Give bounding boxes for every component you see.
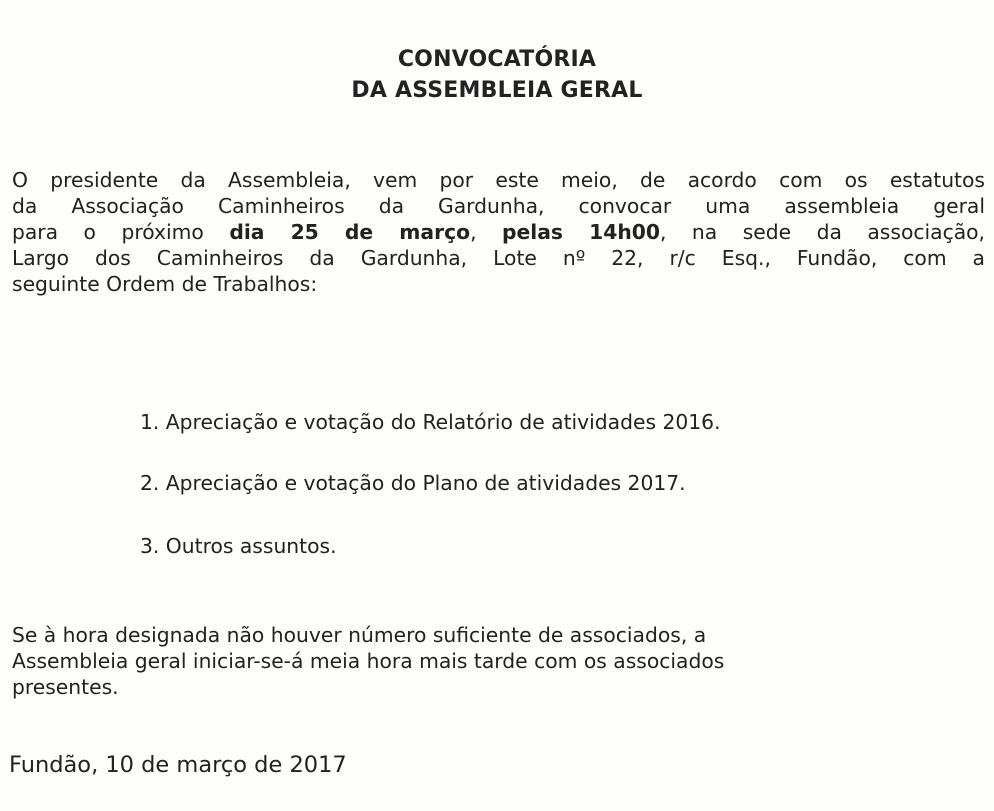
intro-line-3 — [12, 219, 985, 245]
intro-line-1: O presidente da Assembleia, vem por este meio, de acordo com os estatutos — [12, 168, 985, 192]
intro-line-3-post: , na sede da associação, — [660, 220, 985, 244]
document-title-line1: CONVOCATÓRIA — [397, 47, 597, 72]
meeting-time: pelas 14h00 — [502, 220, 660, 244]
intro-paragraph — [12, 167, 985, 297]
intro-line-4: Largo dos Caminheiros da Gardunha, Lote nº 22, r/c Esq., Fundão, com a — [12, 246, 985, 270]
place-and-date: Fundão, 10 de março de 2017 — [9, 752, 347, 778]
intro-line-3-pre: para o próximo — [12, 220, 204, 244]
closing-paragraph — [12, 622, 724, 700]
intro-line-2: da Associação Caminheiros da Gardunha, convocar uma assembleia geral — [12, 194, 985, 218]
agenda-item-3: 3. Outros assuntos. — [140, 534, 337, 558]
closing-line-2: Assembleia geral iniciar-se-á meia hora mais tarde com os associados — [12, 649, 725, 673]
meeting-date: dia 25 de março — [229, 220, 471, 244]
intro-line-3-comma: , — [470, 220, 477, 244]
intro-line-5: seguinte Ordem de Trabalhos: — [12, 272, 318, 296]
closing-line-3: presentes. — [12, 675, 119, 699]
closing-line-1: Se à hora designada não houver número suficiente de associados, a — [12, 623, 707, 647]
document-title-line2: DA ASSEMBLEIA GERAL — [351, 78, 643, 103]
agenda-item-2: 2. Apreciação e votação do Plano de atividades 2017. — [140, 471, 686, 495]
agenda-item-1: 1. Apreciação e votação do Relatório de atividades 2016. — [140, 410, 721, 434]
